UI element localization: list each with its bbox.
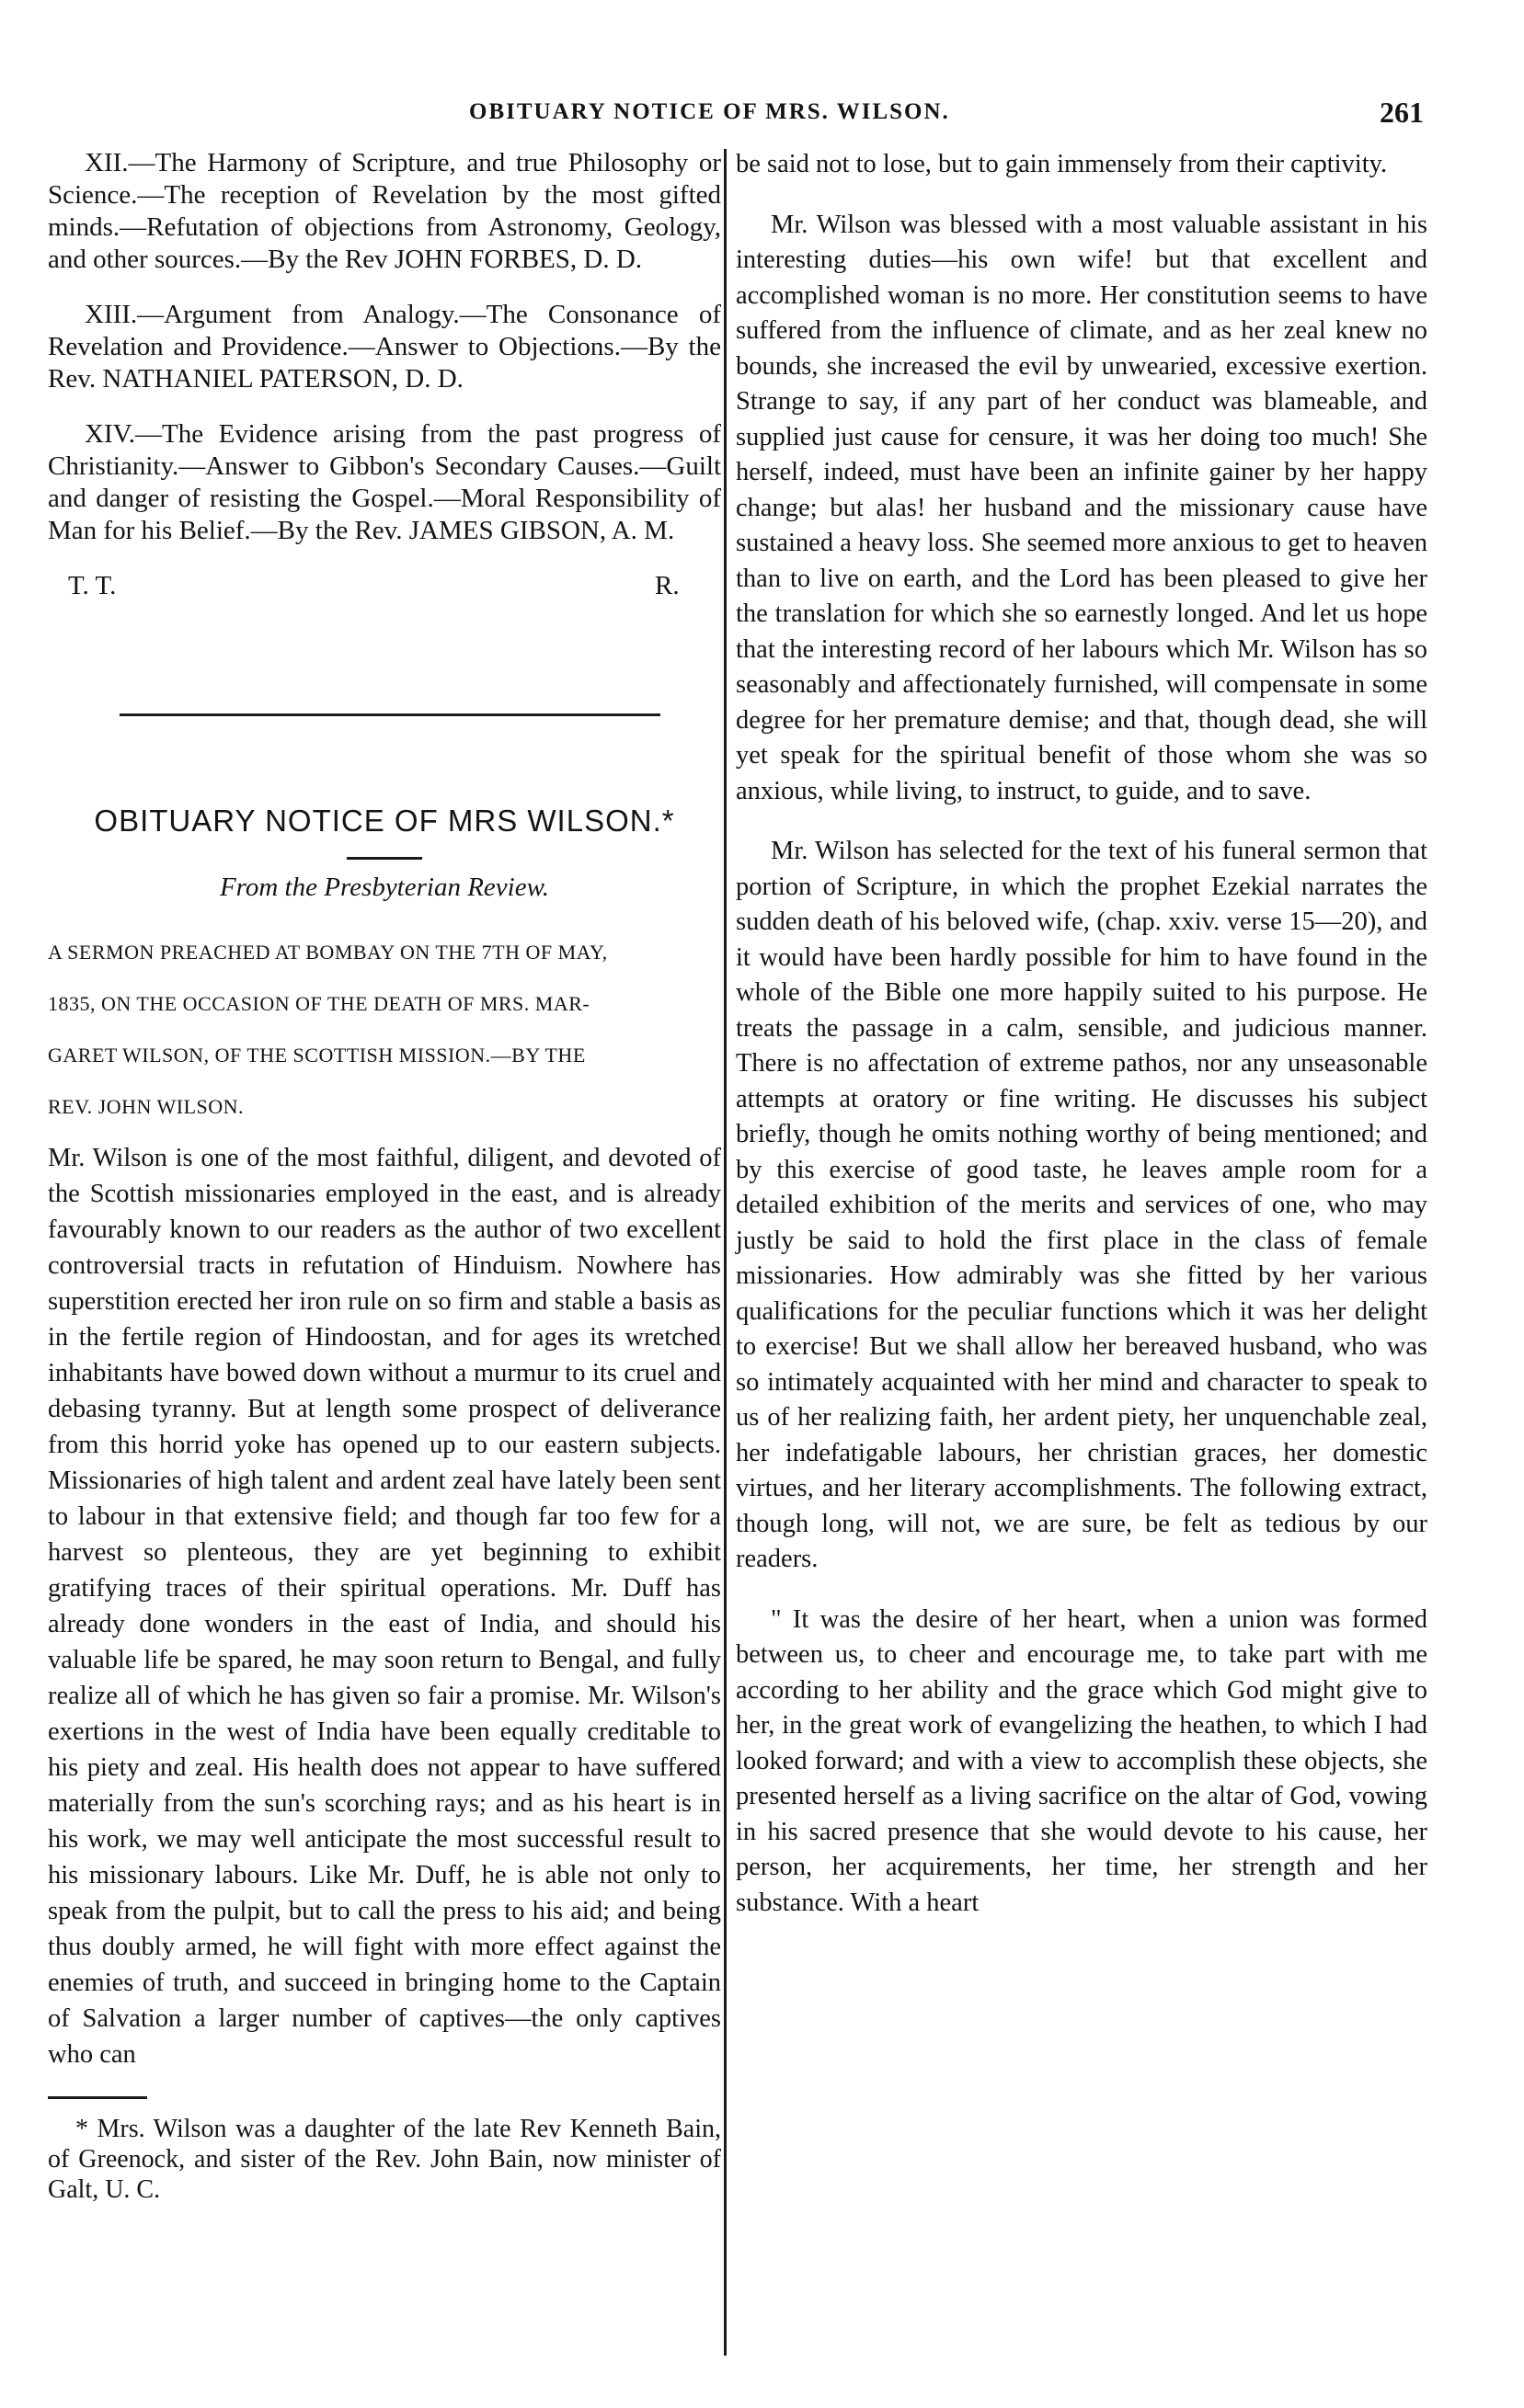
body-paragraph: be said not to lose, but to gain immensely from their captivity. [736, 150, 1388, 178]
body-paragraph: " It was the desire of her heart, when a union was formed between us, to cheer and encourage me, to take part with me according to her ability and the grace which God might give to her, in the great work of evangelizing the heathen, to which I had looked forward; and with a view to accomplish these objects, she presented herself as a living sacrifice on the altar of God, vowing in his sacred presence that she would devote to his cause, her person, her acquirements, her time, her strength and her substance. With a heart [736, 1604, 1427, 1917]
left-column [48, 147, 721, 2205]
sermon-heading-line: 1835, ON THE OCCASION OF THE DEATH OF MRS. MAR- [48, 992, 590, 1015]
notice-title: OBITUARY NOTICE OF MRS WILSON.* [94, 804, 675, 838]
sermon-heading-line: GARET WILSON, OF THE SCOTTISH MISSION.—BY THE [48, 1044, 586, 1067]
toc-item: XIII.—Argument from Analogy.—The Consonance of Revelation and Providence.—Answer to Objections.—By the Rev. NATHANIEL PATERSON, D. D. [48, 300, 721, 394]
initials-left: T. T. [68, 571, 117, 600]
footnote-divider [48, 2096, 147, 2099]
right-column [736, 147, 1427, 1946]
page-number: 261 [1380, 96, 1424, 129]
title-divider [347, 857, 422, 860]
column-divider [724, 149, 727, 2356]
section-divider [120, 713, 660, 716]
running-title: OBITUARY NOTICE OF MRS. WILSON. [469, 99, 950, 124]
sermon-heading-line: REV. JOHN WILSON. [48, 1095, 245, 1118]
body-paragraph: Mr. Wilson was blessed with a most valuable assistant in his interesting duties—his own wife! but that excellent and accomplished woman is no more. Her constitution seems to have suffered from the influence of climate, and as her zeal knew no bounds, she increased the evil by unwearied, excessive exertion. Strange to say, if any part of her conduct was blameable, and supplied just cause for censure, it was her doing too much! She herself, indeed, must have been an infinite gainer by her happy change; but alas! her husband and the missionary cause have sustained a heavy loss. She seemed more anxious to get to heaven than to live on earth, and the Lord has been pleased to give her the translation for which she so earnestly longed. And let us hope that the interesting record of her labours which Mr. Wilson has so seasonably and affectionately furnished, will compensate in some degree for her premature demise; and that, though dead, she will yet speak for the spiritual benefit of those whom she was so anxious, while living, to instruct, to guide, and to save. [736, 210, 1427, 805]
notice-source: From the Presbyterian Review. [219, 873, 550, 902]
toc-item: XII.—The Harmony of Scripture, and true Philosophy or Science.—The reception of Revelation by the most gifted minds.—Refutation of objections from Astronomy, Geology, and other sources.—By the Rev JOHN FORBES, D. D. [48, 148, 721, 274]
toc-item: XIV.—The Evidence arising from the past progress of Christianity.—Answer to Gibbon's Secondary Causes.—Guilt and danger of resisting the Gospel.—Moral Responsibility of Man for his Belief.—By the Rev. JAMES GIBSON, A. M. [48, 419, 721, 545]
initials-right: R. [655, 571, 680, 600]
body-paragraph: Mr. Wilson has selected for the text of his funeral sermon that portion of Scripture, in which the prophet Ezekial narrates the sudden death of his beloved wife, (chap. xxiv. verse 15—20), and it would have been hardly possible for him to have found in the whole of the Bible one more happily suited to his purpose. He treats the passage in a calm, sensible, and judicious manner. There is no affectation of extreme pathos, nor any unseasonable attempts at oratory or fine writing. He discusses his subject briefly, though he omits nothing worthy of being mentioned; and by this exercise of good taste, he leaves ample room for a detailed exhibition of the merits and services of one, who may justly be said to hold the first place in the class of female missionaries. How admirably was she fitted by her various qualifications for the peculiar functions which it was her delight to exercise! But we shall allow her bereaved husband, who was so intimately acquainted with her mind and character to speak to us of her realizing faith, her ardent piety, her unquenchable zeal, her indefatigable labours, her christian graces, her domestic virtues, and her literary accomplishments. The following extract, though long, will not, we are sure, be felt as tedious by our readers. [736, 837, 1427, 1573]
footnote: * Mrs. Wilson was a daughter of the late Rev Kenneth Bain, of Greenock, and sister of the Rev. John Bain, now minister of Galt, U. C. [48, 2115, 721, 2204]
running-head [0, 96, 1524, 136]
sermon-heading-line: A SERMON PREACHED AT BOMBAY ON THE 7TH OF MAY, [48, 941, 608, 964]
signature-initials [48, 570, 721, 603]
body-paragraph: Mr. Wilson is one of the most faithful, diligent, and devoted of the Scottish missionaries employed in the east, and is already favourably known to our readers as the author of two excellent controversial tracts in refutation of Hinduism. Nowhere has superstition erected her iron rule on so firm and stable a basis as in the fertile region of Hindoostan, and for ages its wretched inhabitants have bowed down without a murmur to its cruel and debasing tyranny. But at length some prospect of deliverance from this horrid yoke has opened up to our eastern subjects. Missionaries of high talent and ardent zeal have lately been sent to labour in that extensive field; and though far too few for a harvest so plenteous, they are yet beginning to exhibit gratifying traces of their spiritual operations. Mr. Duff has already done wonders in the east of India, and should his valuable life be spared, he may soon return to Bengal, and fully realize all of which he has given so fair a promise. Mr. Wilson's exertions in the west of India have been equally creditable to his piety and zeal. His health does not appear to have suffered materially from the sun's scorching rays; and as his heart is in his work, we may well anticipate the most successful result to his missionary labours. Like Mr. Duff, he is able not only to speak from the pulpit, but to call the press to his aid; and being thus doubly armed, he will fight with more effect against the enemies of truth, and succeed in bringing home to the Captain of Salvation a larger number of captives—the only captives who can [48, 1144, 721, 2069]
